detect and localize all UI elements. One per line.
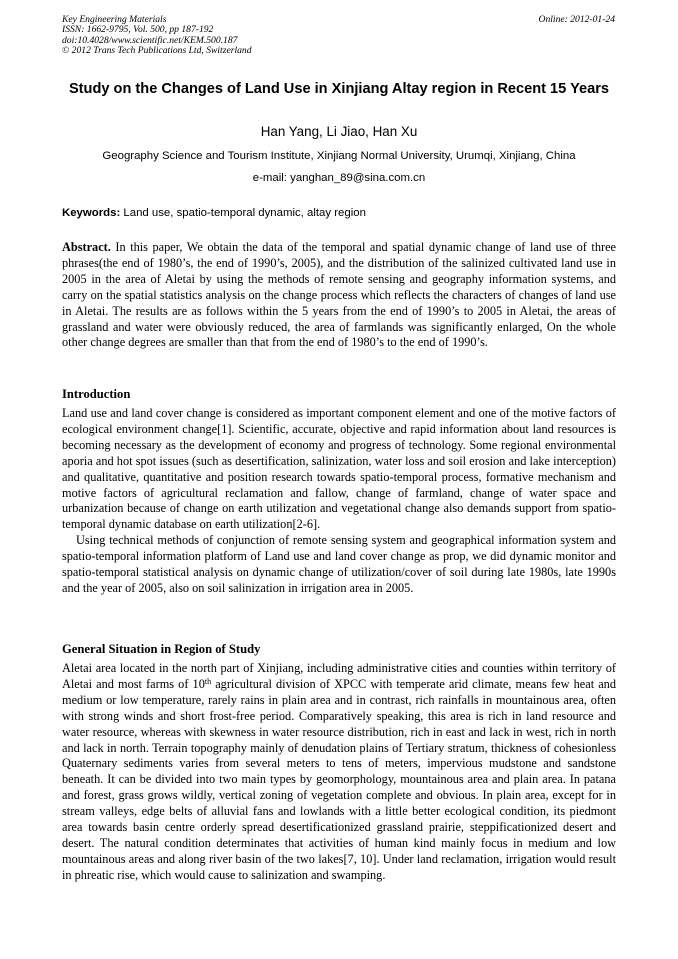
general-situation-body	[62, 661, 616, 884]
issn-line: ISSN: 1662-9795, Vol. 500, pp 187-192	[62, 24, 214, 36]
journal-header	[62, 15, 252, 57]
keywords	[62, 206, 616, 221]
paper-title: Study on the Changes of Land Use in Xinjiang Altay region in Recent 15 Years	[68, 81, 610, 97]
journal-name: Key Engineering Materials	[62, 14, 167, 25]
contact-email: e-mail: yanghan_89@sina.com.cn	[252, 172, 426, 184]
abstract	[62, 240, 616, 351]
introduction-body	[62, 406, 616, 597]
section-heading-general-situation: General Situation in Region of Study	[62, 642, 261, 656]
section-heading-introduction: Introduction	[62, 387, 131, 401]
paper-authors: Han Yang, Li Jiao, Han Xu	[260, 124, 418, 139]
general-paragraph-1	[62, 661, 616, 884]
abstract-text: In this paper, We obtain the data of the temporal and spatial dynamic change of land use of three phrases(the end of 1980’s, the end of 1990’s, 2005), and the distribution of the salinized cultivated land use in 2005 in the area of Aletai by using the methods of remote sensing and geography information systems, and carry on the spatial statistics analysis on the change process which reflects the characters of changes of land use in Aletai. The results are as follows within the 5 years from the end of 1990’s to 2005 in Aletai, the areas of grassland and water were obviously reduced, the area of farmlands was significantly enlarged, On the whole other change degrees are smaller than that from the end of 1980’s to the end of 1990’s.	[62, 240, 616, 350]
introduction-paragraph-2: Using technical methods of conjunction of remote sensing system and geographical information system and spatio-temporal information platform of Land use and land cover change as prop, we did dynamic monitor and spatio-temporal statistical analysis on dynamic change of utilization/cover of soil during late 1980s, late 1990s and the year of 2005, also on soil salinization in irrigation area in 2005.	[62, 533, 616, 595]
keywords-label: Keywords:	[62, 207, 121, 219]
online-date: Online: 2012-01-24	[538, 14, 615, 25]
copyright-line: © 2012 Trans Tech Publications Ltd, Switzerland	[62, 45, 252, 57]
keywords-text: Land use, spatio-temporal dynamic, altay region	[120, 207, 366, 219]
superscript-th: th	[204, 676, 212, 686]
general-text-a: Aletai area located in the north part of Xinjiang, including administrative cities and counties within territory of Aletai and most farms of 10	[62, 661, 616, 691]
paper-affiliation: Geography Science and Tourism Institute, Xinjiang Normal University, Urumqi, Xinjiang, China	[102, 150, 576, 162]
abstract-label: Abstract.	[62, 240, 111, 254]
doi-line: doi:10.4028/www.scientific.net/KEM.500.187	[62, 34, 238, 46]
general-text-b: agricultural division of XPCC with temperate arid climate, means few heat and medium or low temperature, rarely rains in plain area and in contrast, rich rainfalls in mountainous area, often with strong winds and short frost-free period. Comparatively speaking, this area is rich in land resource and water resource, whereas with skewness in water resource distribution, rich in east and lack in west, rich in north and lack in north. Terrain topography mainly of denudation plains of Tertiary stratum, thickness of cohesionless Quaternary sediments varies from several meters to tens of meters, impervious mudstone and sandstone beneath. It can be divided into two main types by geomorphology, mountainous area and plain area. In patana and forest, grass grows wildly, vertical zoning of vegetation complete and obvious. In plain area, except for in stream valleys, edge belts of alluvial fans and lowlands with a little better ecological condition, its piedmont area towards basin centre orderly spread desertificationized grassland prairie, steppificationized desert and desert. The natural condition determinates that activities of human kind mainly focus in medium and low mountainous areas and along river basin of the two lakes[7, 10]. Under land reclamation, irrigation would result in phreatic rise, which would cause to salinization and swamping.	[62, 676, 616, 882]
introduction-paragraph-1: Land use and land cover change is considered as important component element and one of the motive factors of ecological environment change[1]. Scientific, accurate, objective and rapid information about land resources is becoming necessary as the development of economy and progress of technology. Some regional environmental aporia and hot spot issues (such as desertification, salinization, water loss and soil erosion and lake interception) and qualitative, quantitative and position research towards spatio-temporal process, formative mechanism and motive factors of agricultural reclamation and fallow, change of farmland, change of water space and urbanization because of change on earth utilization and vegetational change also demands support from spatio-temporal dynamic database on earth utilization[2-6].	[62, 406, 616, 532]
